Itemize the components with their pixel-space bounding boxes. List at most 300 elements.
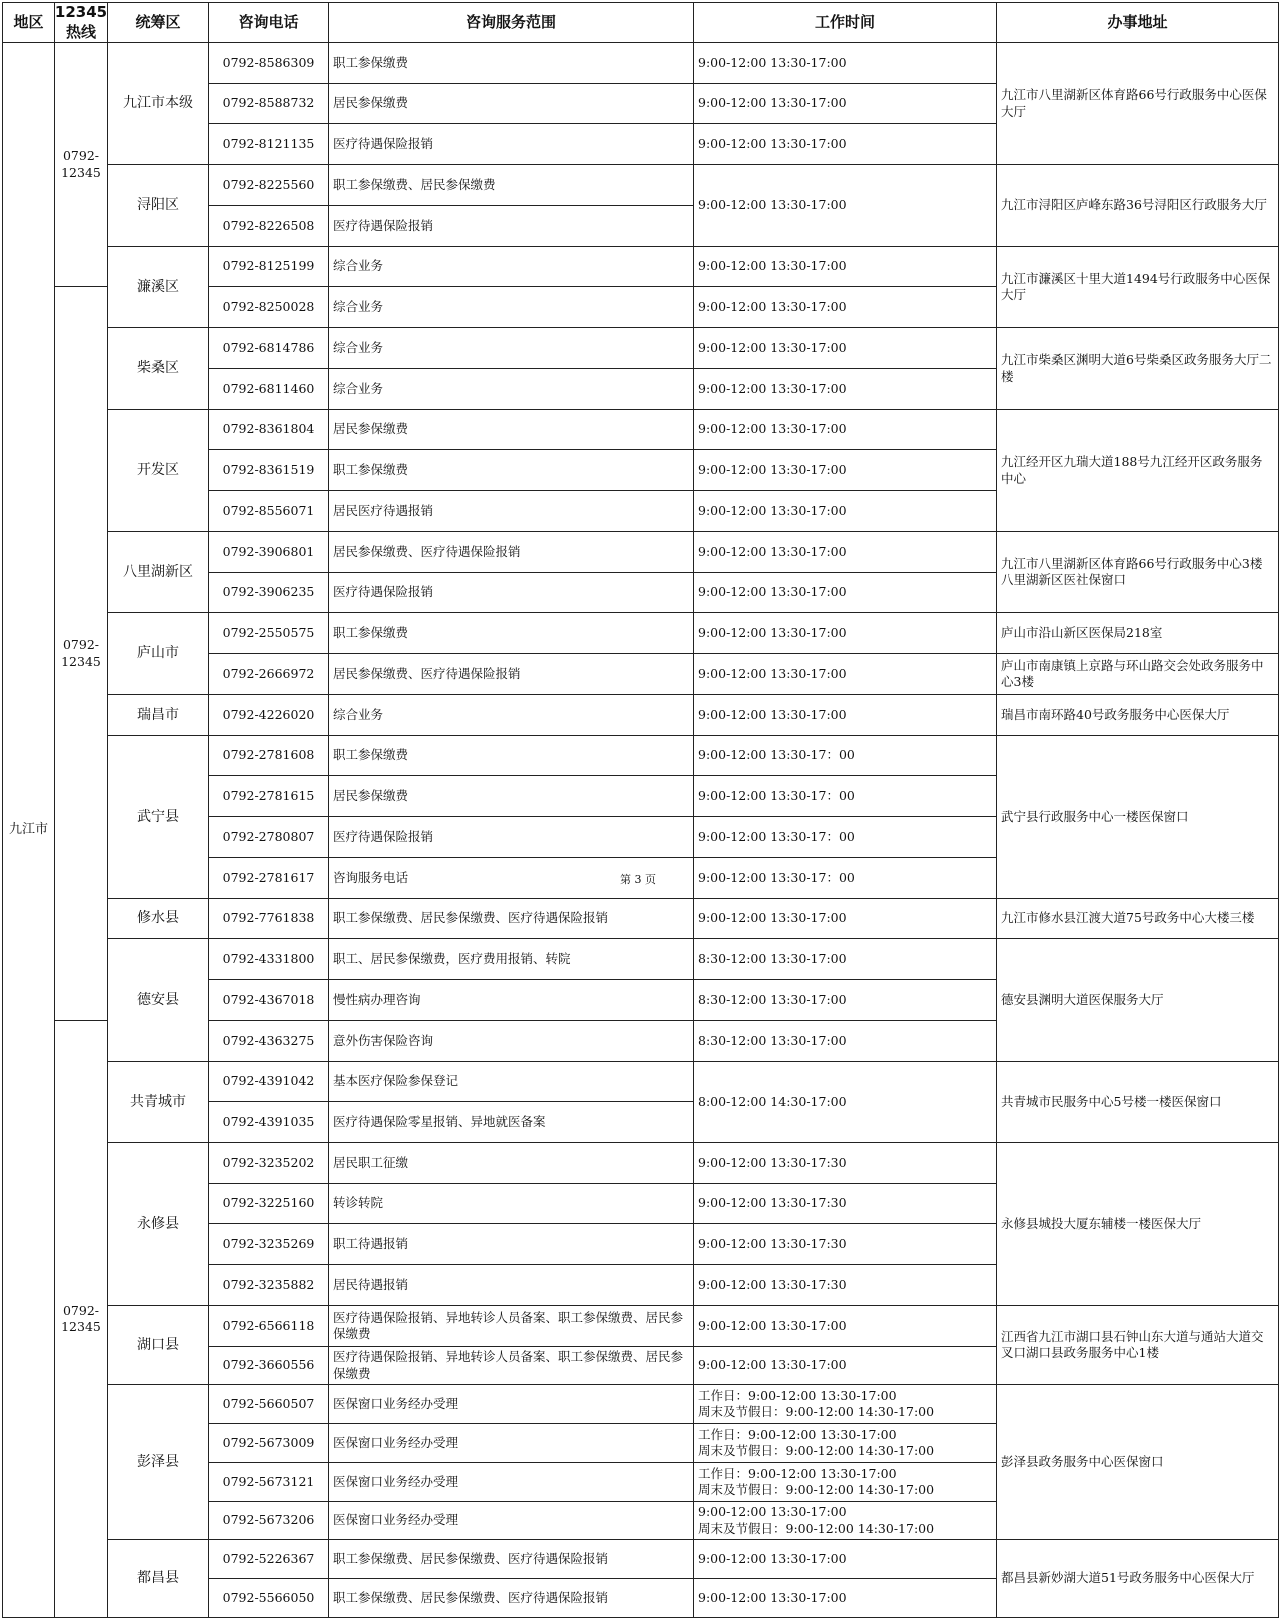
- hours-cell-text: 工作日：9:00-12:00 13:30-17:00 周末及节假日：9:00-12:00 14:30-17:00: [698, 1387, 935, 1419]
- hours-cell: [693, 246, 997, 287]
- scope-cell: [328, 1183, 694, 1224]
- phone-cell: [208, 1223, 329, 1265]
- phone-cell-text: 0792-4226020: [222, 706, 315, 722]
- header-address-text: 办事地址: [1107, 12, 1168, 31]
- address-cell-text: 武宁县行政服务中心一楼医保窗口: [1001, 808, 1189, 824]
- hours-cell: [693, 409, 997, 450]
- phone-cell: [208, 1346, 329, 1385]
- district-cell: [107, 898, 209, 939]
- hours-cell: [693, 1384, 997, 1424]
- scope-cell: [328, 735, 694, 776]
- hours-cell: [693, 1305, 997, 1347]
- hours-cell-text: 9:00-12:00 13:30-17：00: [698, 747, 855, 763]
- address-cell: [996, 531, 1279, 613]
- scope-cell: [328, 1223, 694, 1265]
- header-phone: [208, 2, 329, 43]
- district-cell: [107, 1384, 209, 1540]
- scope-cell: [328, 164, 694, 206]
- hours-cell-text: 9:00-12:00 13:30-17:00: [698, 95, 847, 111]
- hours-cell-text: 工作日：9:00-12:00 13:30-17:00 周末及节假日：9:00-12:00 14:30-17:00: [698, 1426, 935, 1458]
- scope-cell: [328, 1423, 694, 1463]
- phone-cell-text: 0792-3235202: [222, 1154, 315, 1170]
- scope-cell: [328, 246, 694, 287]
- scope-cell: [328, 1578, 694, 1618]
- district-cell-text: 湖口县: [137, 1336, 179, 1353]
- scope-cell-text: 居民参保缴费、医疗待遇保险报销: [333, 543, 521, 559]
- phone-cell-text: 0792-8121135: [222, 135, 315, 151]
- phone-cell-text: 0792-8225560: [222, 176, 315, 192]
- phone-cell-text: 0792-8588732: [222, 95, 315, 111]
- hours-cell: [693, 1346, 997, 1385]
- phone-cell-text: 0792-8361519: [222, 461, 315, 477]
- phone-cell-text: 0792-3235269: [222, 1235, 315, 1251]
- address-cell-text: 庐山市沿山新区医保局218室: [1001, 624, 1163, 640]
- district-cell-text: 都昌县: [137, 1570, 179, 1587]
- district-cell: [107, 246, 209, 328]
- address-cell: [996, 246, 1279, 328]
- district-cell-text: 庐山市: [137, 645, 179, 662]
- scope-cell: [328, 898, 694, 939]
- hours-cell-text: 9:00-12:00 13:30-17:00: [698, 910, 847, 926]
- scope-cell-text: 慢性病办理咨询: [333, 991, 421, 1007]
- scope-cell-text: 职工参保缴费、居民参保缴费、医疗待遇保险报销: [333, 1589, 609, 1605]
- hotline-cell: [54, 286, 108, 1021]
- phone-cell-text: 0792-8125199: [222, 258, 315, 274]
- hours-cell-text: 9:00-12:00 13:30-17:00: [698, 624, 847, 640]
- hours-cell-text: 8:30-12:00 13:30-17:00: [698, 991, 847, 1007]
- scope-cell-text: 居民参保缴费: [333, 95, 409, 111]
- district-cell-text: 彭泽县: [137, 1453, 179, 1470]
- district-cell: [107, 42, 209, 165]
- hours-cell-text: 9:00-12:00 13:30-17:00: [698, 1357, 847, 1373]
- hours-cell: [693, 531, 997, 573]
- hours-cell-text: 9:00-12:00 13:30-17:30: [698, 1235, 847, 1251]
- hours-cell: [693, 1423, 997, 1463]
- address-cell: [996, 1305, 1279, 1385]
- phone-cell-text: 0792-2550575: [222, 624, 315, 640]
- phone-cell: [208, 1020, 329, 1062]
- district-cell: [107, 327, 209, 410]
- hours-cell-text: 9:00-12:00 13:30-17:00: [698, 1589, 847, 1605]
- phone-cell: [208, 409, 329, 450]
- scope-cell: [328, 816, 694, 858]
- district-cell: [107, 531, 209, 613]
- phone-cell: [208, 205, 329, 247]
- scope-cell-text: 居民医疗待遇报销: [333, 502, 434, 518]
- hours-cell: [693, 1578, 997, 1618]
- address-cell-text: 九江市修水县江渡大道75号政务中心大楼三楼: [1001, 910, 1255, 926]
- district-cell: [107, 1061, 209, 1143]
- phone-cell: [208, 83, 329, 124]
- phone-cell-text: 0792-7761838: [222, 910, 315, 926]
- scope-cell: [328, 1462, 694, 1502]
- phone-cell-text: 0792-3225160: [222, 1195, 315, 1211]
- phone-cell: [208, 1384, 329, 1424]
- address-cell: [996, 1384, 1279, 1540]
- scope-cell-text: 职工参保缴费、居民参保缴费、医疗待遇保险报销: [333, 910, 609, 926]
- district-cell-text: 濂溪区: [137, 278, 179, 295]
- phone-cell-text: 0792-5660507: [222, 1395, 315, 1411]
- header-phone-text: 咨询电话: [238, 12, 299, 31]
- hours-cell-merged-text: 9:00-12:00 13:30-17:00: [698, 197, 847, 213]
- phone-cell: [208, 246, 329, 287]
- region-cell-text: 九江市: [8, 821, 48, 837]
- phone-cell-text: 0792-8250028: [222, 298, 315, 314]
- hotline-cell-text: 0792- 12345: [61, 637, 101, 669]
- hours-cell-text: 9:00-12:00 13:30-17:30: [698, 1195, 847, 1211]
- hours-cell: [693, 1183, 997, 1224]
- scope-cell-text: 综合业务: [333, 258, 384, 274]
- phone-cell: [208, 42, 329, 84]
- header-district-text: 统筹区: [135, 12, 181, 31]
- district-cell: [107, 612, 209, 695]
- phone-cell: [208, 490, 329, 532]
- district-cell-text: 柴桑区: [137, 360, 179, 377]
- address-cell-text: 都昌县新妙湖大道51号政务服务中心医保大厅: [1001, 1570, 1255, 1586]
- scope-cell-text: 职工参保缴费: [333, 624, 409, 640]
- phone-cell: [208, 1142, 329, 1184]
- address-cell: [996, 409, 1279, 532]
- phone-cell: [208, 449, 329, 491]
- district-cell-text: 九江市本级: [123, 95, 193, 112]
- hours-cell-text: 9:00-12:00 13:30-17:00: [698, 706, 847, 722]
- hours-cell: [693, 1264, 997, 1306]
- hours-cell-text: 8:30-12:00 13:30-17:00: [698, 950, 847, 966]
- scope-cell: [328, 775, 694, 817]
- hours-cell-text: 9:00-12:00 13:30-17:00: [698, 339, 847, 355]
- hotline-cell-text: 0792- 12345: [61, 148, 101, 180]
- hours-cell: [693, 1020, 997, 1062]
- hours-cell: [693, 449, 997, 491]
- scope-cell: [328, 694, 694, 736]
- scope-cell: [328, 531, 694, 573]
- hours-cell-text: 9:00-12:00 13:30-17:30: [698, 1276, 847, 1292]
- scope-cell-text: 综合业务: [333, 706, 384, 722]
- hours-cell: [693, 42, 997, 84]
- scope-cell-text: 咨询服务电话: [333, 869, 409, 885]
- phone-cell: [208, 1101, 329, 1143]
- hours-cell: [693, 1539, 997, 1579]
- scope-cell-text: 基本医疗保险参保登记: [333, 1073, 459, 1089]
- scope-cell: [328, 327, 694, 369]
- district-cell-text: 瑞昌市: [137, 706, 179, 723]
- scope-cell: [328, 1142, 694, 1184]
- header-hours: [693, 2, 997, 43]
- phone-cell-text: 0792-3660556: [222, 1357, 315, 1373]
- scope-cell: [328, 1101, 694, 1143]
- header-address: [996, 2, 1279, 43]
- scope-cell-text: 医保窗口业务经办受理: [333, 1473, 459, 1489]
- scope-cell: [328, 123, 694, 165]
- hours-cell-text: 9:00-12:00 13:30-17:00: [698, 665, 847, 681]
- scope-cell-text: 医保窗口业务经办受理: [333, 1395, 459, 1411]
- district-cell-text: 修水县: [137, 910, 179, 927]
- scope-cell-text: 医疗待遇保险报销: [333, 584, 434, 600]
- hours-cell-merged: [693, 164, 997, 247]
- phone-cell-text: 0792-5673121: [222, 1473, 315, 1489]
- phone-cell-text: 0792-8586309: [222, 54, 315, 70]
- phone-cell-text: 0792-4391042: [222, 1073, 315, 1089]
- phone-cell-text: 0792-5226367: [222, 1550, 315, 1566]
- hours-cell: [693, 653, 997, 695]
- address-cell-text: 共青城市民服务中心5号楼一楼医保窗口: [1001, 1093, 1222, 1109]
- address-cell-text: 九江市浔阳区庐峰东路36号浔阳区行政服务大厅: [1001, 197, 1267, 213]
- scope-cell-text: 医疗待遇保险零星报销、异地就医备案: [333, 1113, 546, 1129]
- hours-cell: [693, 735, 997, 776]
- hours-cell: [693, 123, 997, 165]
- phone-cell-text: 0792-6811460: [222, 380, 315, 396]
- scope-cell-text: 职工参保缴费、居民参保缴费: [333, 176, 496, 192]
- scope-cell: [328, 1305, 694, 1347]
- phone-cell-text: 0792-4331800: [222, 950, 315, 966]
- scope-cell-text: 职工待遇报销: [333, 1235, 409, 1251]
- address-cell-text: 九江市八里湖新区体育路66号行政服务中心医保大厅: [1001, 87, 1267, 119]
- address-cell: [996, 164, 1279, 247]
- scope-cell: [328, 449, 694, 491]
- header-scope-text: 咨询服务范围: [465, 12, 556, 31]
- address-cell-text: 永修县城投大厦东辅楼一楼医保大厅: [1001, 1215, 1202, 1231]
- hours-cell-text: 9:00-12:00 13:30-17:30: [698, 1154, 847, 1170]
- hours-cell: [693, 816, 997, 858]
- hours-cell-text: 9:00-12:00 13:30-17：00: [698, 787, 855, 803]
- district-cell-text: 永修县: [137, 1215, 179, 1232]
- scope-cell: [328, 42, 694, 84]
- scope-cell-text: 医保窗口业务经办受理: [333, 1512, 459, 1528]
- hours-cell-text: 9:00-12:00 13:30-17:00: [698, 1550, 847, 1566]
- phone-cell-text: 0792-4391035: [222, 1113, 315, 1129]
- phone-cell: [208, 123, 329, 165]
- district-cell-text: 开发区: [137, 462, 179, 479]
- phone-cell: [208, 1501, 329, 1540]
- phone-cell: [208, 816, 329, 858]
- hours-cell: [693, 286, 997, 328]
- scope-cell-text: 医疗待遇保险报销: [333, 217, 434, 233]
- phone-cell: [208, 694, 329, 736]
- scope-cell: [328, 1539, 694, 1579]
- scope-cell: [328, 368, 694, 410]
- hours-cell-text: 9:00-12:00 13:30-17:00: [698, 380, 847, 396]
- hours-cell-text: 9:00-12:00 13:30-17:00: [698, 421, 847, 437]
- phone-cell: [208, 531, 329, 573]
- phone-cell-text: 0792-2780807: [222, 828, 315, 844]
- scope-cell-text: 居民参保缴费: [333, 421, 409, 437]
- hours-cell: [693, 490, 997, 532]
- phone-cell: [208, 653, 329, 695]
- hours-cell-text: 工作日：9:00-12:00 13:30-17:00 周末及节假日：9:00-12:00 14:30-17:00: [698, 1465, 935, 1497]
- hours-cell: [693, 857, 997, 899]
- scope-cell: [328, 612, 694, 654]
- scope-cell: [328, 938, 694, 980]
- phone-cell: [208, 898, 329, 939]
- address-cell-text: 九江经开区九瑞大道188号九江经开区政务服务中心: [1001, 454, 1263, 486]
- address-cell-text: 九江市濂溪区十里大道1494号行政服务中心医保大厅: [1001, 270, 1271, 302]
- district-cell: [107, 1142, 209, 1306]
- scope-cell-text: 医疗待遇保险报销: [333, 135, 434, 151]
- address-cell: [996, 42, 1279, 165]
- scope-cell-text: 居民待遇报销: [333, 1276, 409, 1292]
- phone-cell-text: 0792-6566118: [222, 1317, 315, 1333]
- scope-cell-text: 职工参保缴费、居民参保缴费、医疗待遇保险报销: [333, 1550, 609, 1566]
- address-cell: [996, 694, 1279, 736]
- phone-cell: [208, 1423, 329, 1463]
- phone-cell: [208, 735, 329, 776]
- scope-cell-text: 职工参保缴费: [333, 747, 409, 763]
- district-cell: [107, 694, 209, 736]
- scope-cell-text: 职工参保缴费: [333, 54, 409, 70]
- address-cell: [996, 898, 1279, 939]
- phone-cell-text: 0792-4363275: [222, 1032, 315, 1048]
- district-cell: [107, 735, 209, 899]
- hours-cell-text: 9:00-12:00 13:30-17：00: [698, 828, 855, 844]
- hours-cell-text: 9:00-12:00 13:30-17:00: [698, 258, 847, 274]
- phone-cell-text: 0792-8361804: [222, 421, 315, 437]
- address-cell: [996, 1142, 1279, 1306]
- phone-cell: [208, 979, 329, 1021]
- phone-cell: [208, 1578, 329, 1618]
- scope-cell: [328, 1501, 694, 1540]
- address-cell-text: 庐山市南康镇上京路与环山路交会处政务服务中心3楼: [1001, 657, 1264, 689]
- phone-cell-text: 0792-2781608: [222, 747, 315, 763]
- region-cell: [2, 42, 55, 1618]
- scope-cell-text: 综合业务: [333, 339, 384, 355]
- header-district: [107, 2, 209, 43]
- phone-cell-text: 0792-4367018: [222, 991, 315, 1007]
- hours-cell-text: 9:00-12:00 13:30-17:00: [698, 502, 847, 518]
- phone-cell-text: 0792-2781617: [222, 869, 315, 885]
- hours-cell-merged-text: 8:00-12:00 14:30-17:00: [698, 1093, 847, 1109]
- phone-cell-text: 0792-2666972: [222, 665, 315, 681]
- scope-cell-text: 居民参保缴费: [333, 787, 409, 803]
- scope-cell-text: 医疗待遇保险报销、异地转诊人员备案、职工参保缴费、居民参保缴费: [333, 1349, 684, 1381]
- scope-cell: [328, 653, 694, 695]
- scope-cell: [328, 1264, 694, 1306]
- hours-cell-text: 9:00-12:00 13:30-17:00: [698, 135, 847, 151]
- scope-cell: [328, 286, 694, 328]
- phone-cell: [208, 368, 329, 410]
- phone-cell-text: 0792-3235882: [222, 1276, 315, 1292]
- address-cell: [996, 653, 1279, 695]
- phone-cell: [208, 286, 329, 328]
- phone-cell: [208, 327, 329, 369]
- phone-cell-text: 0792-5673009: [222, 1434, 315, 1450]
- address-cell: [996, 1539, 1279, 1618]
- header-region-text: 地区: [13, 12, 44, 31]
- scope-cell: [328, 409, 694, 450]
- hours-cell-text: 9:00-12:00 13:30-17:00: [698, 54, 847, 70]
- address-cell: [996, 938, 1279, 1062]
- phone-cell: [208, 612, 329, 654]
- district-cell: [107, 1305, 209, 1385]
- hours-cell: [693, 572, 997, 613]
- scope-cell-text: 居民参保缴费、医疗待遇保险报销: [333, 665, 521, 681]
- scope-cell: [328, 1020, 694, 1062]
- scope-cell-text: 综合业务: [333, 380, 384, 396]
- scope-cell-text: 医疗待遇保险报销: [333, 828, 434, 844]
- scope-cell: [328, 1384, 694, 1424]
- district-cell-text: 武宁县: [137, 808, 179, 825]
- header-hours-text: 工作时间: [814, 12, 875, 31]
- address-cell-text: 江西省九江市湖口县石钟山东大道与通站大道交叉口湖口县政务服务中心1楼: [1001, 1328, 1264, 1360]
- header-hotline: [54, 2, 108, 43]
- hours-cell: [693, 1462, 997, 1502]
- hours-cell-text: 9:00-12:00 13:30-17:00: [698, 543, 847, 559]
- hours-cell: [693, 83, 997, 124]
- district-cell: [107, 938, 209, 1062]
- phone-cell: [208, 1061, 329, 1102]
- hours-cell-text: 9:00-12:00 13:30-17：00: [698, 869, 855, 885]
- scope-cell-text: 职工、居民参保缴费，医疗费用报销、转院: [333, 950, 571, 966]
- phone-cell: [208, 572, 329, 613]
- address-cell: [996, 1061, 1279, 1143]
- hours-cell-text: 9:00-12:00 13:30-17:00: [698, 461, 847, 477]
- scope-cell: [328, 1061, 694, 1102]
- scope-cell-text: 医保窗口业务经办受理: [333, 1434, 459, 1450]
- address-cell: [996, 735, 1279, 899]
- hours-cell-merged: [693, 1061, 997, 1143]
- phone-cell-text: 0792-3906235: [222, 584, 315, 600]
- address-cell: [996, 327, 1279, 410]
- district-cell-text: 浔阳区: [137, 197, 179, 214]
- phone-cell: [208, 1305, 329, 1347]
- hours-cell-text: 8:30-12:00 13:30-17:00: [698, 1032, 847, 1048]
- district-cell: [107, 1539, 209, 1618]
- phone-cell: [208, 1183, 329, 1224]
- scope-cell: [328, 83, 694, 124]
- phone-cell: [208, 938, 329, 980]
- district-cell: [107, 409, 209, 532]
- hours-cell: [693, 327, 997, 369]
- hours-cell-text: 9:00-12:00 13:30-17:00 周末及节假日：9:00-12:00 14:30-17:00: [698, 1504, 935, 1536]
- hours-cell: [693, 694, 997, 736]
- phone-cell-text: 0792-5566050: [222, 1589, 315, 1605]
- hotline-cell: [54, 42, 108, 287]
- scope-cell-text: 医疗待遇保险报销、异地转诊人员备案、职工参保缴费、居民参保缴费: [333, 1309, 684, 1341]
- district-cell: [107, 164, 209, 247]
- scope-cell: [328, 979, 694, 1021]
- hours-cell: [693, 368, 997, 410]
- address-cell-text: 九江市柴桑区渊明大道6号柴桑区政务服务大厅二楼: [1001, 352, 1272, 384]
- address-cell-text: 瑞昌市南环路40号政务服务中心医保大厅: [1001, 706, 1230, 722]
- hours-cell: [693, 612, 997, 654]
- phone-cell-text: 0792-8226508: [222, 217, 315, 233]
- phone-cell-text: 0792-8556071: [222, 502, 315, 518]
- phone-cell: [208, 164, 329, 206]
- phone-cell-text: 0792-6814786: [222, 339, 315, 355]
- district-cell-text: 八里湖新区: [123, 563, 193, 580]
- address-cell-text: 九江市八里湖新区体育路66号行政服务中心3楼八里湖新区医社保窗口: [1001, 555, 1263, 587]
- address-cell-text: 德安县渊明大道医保服务大厅: [1001, 991, 1164, 1007]
- hotline-cell: [54, 1020, 108, 1618]
- scope-cell-text: 居民职工征缴: [333, 1154, 409, 1170]
- hours-cell: [693, 1142, 997, 1184]
- phone-cell: [208, 1539, 329, 1579]
- hours-cell: [693, 775, 997, 817]
- hours-cell-text: 9:00-12:00 13:30-17:00: [698, 584, 847, 600]
- district-cell-text: 共青城市: [130, 1093, 186, 1110]
- phone-cell-text: 0792-5673206: [222, 1512, 315, 1528]
- scope-cell: [328, 205, 694, 247]
- scope-cell-text: 职工参保缴费: [333, 461, 409, 477]
- scope-cell-text: 转诊转院: [333, 1195, 384, 1211]
- header-region: [2, 2, 55, 43]
- district-cell-text: 德安县: [137, 991, 179, 1008]
- address-cell: [996, 612, 1279, 654]
- phone-cell: [208, 857, 329, 899]
- scope-cell: [328, 1346, 694, 1385]
- hours-cell: [693, 979, 997, 1021]
- hours-cell: [693, 898, 997, 939]
- address-cell-text: 彭泽县政务服务中心医保窗口: [1001, 1453, 1164, 1469]
